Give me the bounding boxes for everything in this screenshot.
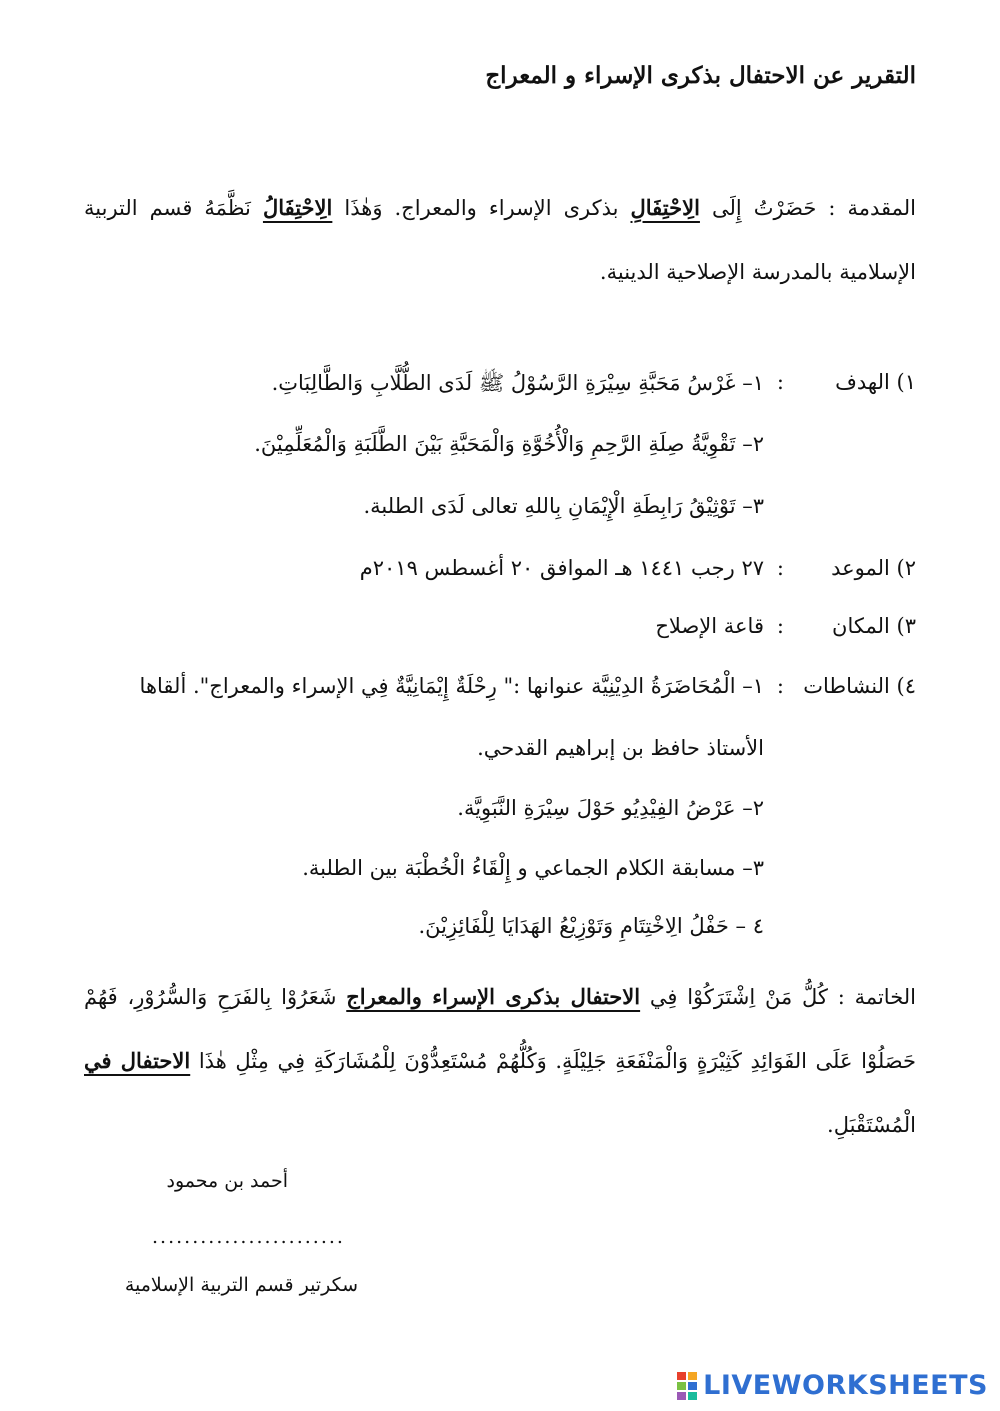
signature-line: ........................ bbox=[152, 1226, 345, 1248]
liveworksheets-logo bbox=[677, 1370, 988, 1401]
closing-text-1: كُلُّ مَنْ اِشْتَرَكُوْا فِي bbox=[649, 985, 828, 1009]
closing-highlight-2: الاحتفال في bbox=[84, 1048, 191, 1073]
activity-item-1-line-2: الأستاذ حافظ بن إبراهيم القدحي. bbox=[477, 736, 764, 760]
closing-text-3: الْمُسْتَقْبَلِ. bbox=[827, 1113, 916, 1137]
place-label: ٣) المكان bbox=[832, 614, 916, 638]
date-label: ٢) الموعد bbox=[831, 556, 916, 580]
signature-name: أحمد بن محمود bbox=[166, 1170, 288, 1192]
activity-item-3: ٣– مسابقة الكلام الجماعي و إِلْقَاءُ الْخُطْبَة بين الطلبة. bbox=[302, 856, 764, 880]
activity-item-1-line-1: ١– الْمُحَاضَرَةُ الدِيْنِيَّة عنوانها :" رِحْلَةٌ إِيْمَانِيَّةٌ فِي الإسراء والمعراج". ألقاها bbox=[139, 674, 764, 698]
intro-paragraph bbox=[84, 176, 916, 304]
intro-text-3: نَظَّمَهُ قسم التربية الإسلامية بالمدرسة الإصلاحية الدينية. bbox=[84, 196, 916, 284]
date-colon: : bbox=[776, 556, 784, 580]
intro-text-2: بذكرى الإسراء والمعراج. وَهٰذَا bbox=[344, 196, 619, 220]
liveworksheets-logo-icon bbox=[677, 1372, 697, 1400]
date-value: ٢٧ رجب ١٤٤١ هـ الموافق ٢٠ أغسطس ٢٠١٩م bbox=[359, 556, 764, 580]
closing-text-2: شَعَرُوْا بِالفَرَحِ وَالسُّرُوْرِ، فَهُمْ حَصَلُوْا عَلَى الفَوَائِدِ كَثِيْرَةٍ وَالْمَنْفَعَةِ جَلِيْلَةٍ. وَكُلُّهُمْ مُسْتَعِدُّوْنَ لِلْمُشَارَكَةِ فِي مِثْلِ هٰذَا bbox=[84, 985, 916, 1073]
intro-highlight-2: الِاحْتِفَالُ bbox=[262, 195, 333, 220]
closing-colon: : bbox=[837, 985, 845, 1009]
goal-item-3: ٣– تَوْثِيْقُ رَابِطَةِ الْإِيْمَانِ بِاللهِ تعالى لَدَى الطلبة. bbox=[363, 494, 764, 518]
goal-colon: : bbox=[776, 370, 784, 394]
closing-paragraph bbox=[84, 965, 916, 1157]
signature-role: سكرتير قسم التربية الإسلامية bbox=[124, 1274, 358, 1296]
report-title: التقرير عن الاحتفال بذكرى الإسراء و المعراج bbox=[485, 62, 916, 89]
goal-label: ١) الهدف bbox=[835, 370, 916, 394]
activity-item-2: ٢– عَرْضُ الفِيْدِيُو حَوْلَ سِيْرَةِ النَّبَوِيَّة. bbox=[457, 796, 764, 820]
closing-highlight-1: الاحتفال بذكرى الإسراء والمعراج bbox=[346, 984, 641, 1009]
closing-label: الخاتمة bbox=[854, 985, 916, 1009]
activities-label: ٤) النشاطات bbox=[803, 674, 916, 698]
place-value: قاعة الإصلاح bbox=[655, 614, 764, 638]
activity-item-4: ٤ – حَفْلُ الِاخْتِتَامِ وَتَوْزِيْعُ الهَدَايَا لِلْفَائِزِيْنَ. bbox=[418, 914, 764, 938]
intro-text-1: حَضَرْتُ إِلَى bbox=[711, 196, 817, 220]
activities-colon: : bbox=[776, 674, 784, 698]
goal-item-2: ٢– تَقْوِيَّةُ صِلَةِ الرَّحِمِ وَالْأُخُوَّةِ وَالْمَحَبَّةِ بَيْنَ الطَّلَبَةِ وَالْمُعَلِّمِيْنَ. bbox=[254, 432, 764, 456]
intro-label: المقدمة bbox=[847, 196, 917, 220]
liveworksheets-logo-text: LIVEWORKSHEETS bbox=[703, 1370, 988, 1401]
intro-colon: : bbox=[828, 196, 836, 220]
place-colon: : bbox=[776, 614, 784, 638]
intro-highlight-1: الِاحْتِفَالِ bbox=[630, 195, 700, 220]
goal-item-1: ١– غَرْسُ مَحَبَّةِ سِيْرَةِ الرَّسُوْلُ ﷺ لَدَى الطُّلَّابِ وَالطَّالِبَاتِ. bbox=[271, 371, 764, 395]
